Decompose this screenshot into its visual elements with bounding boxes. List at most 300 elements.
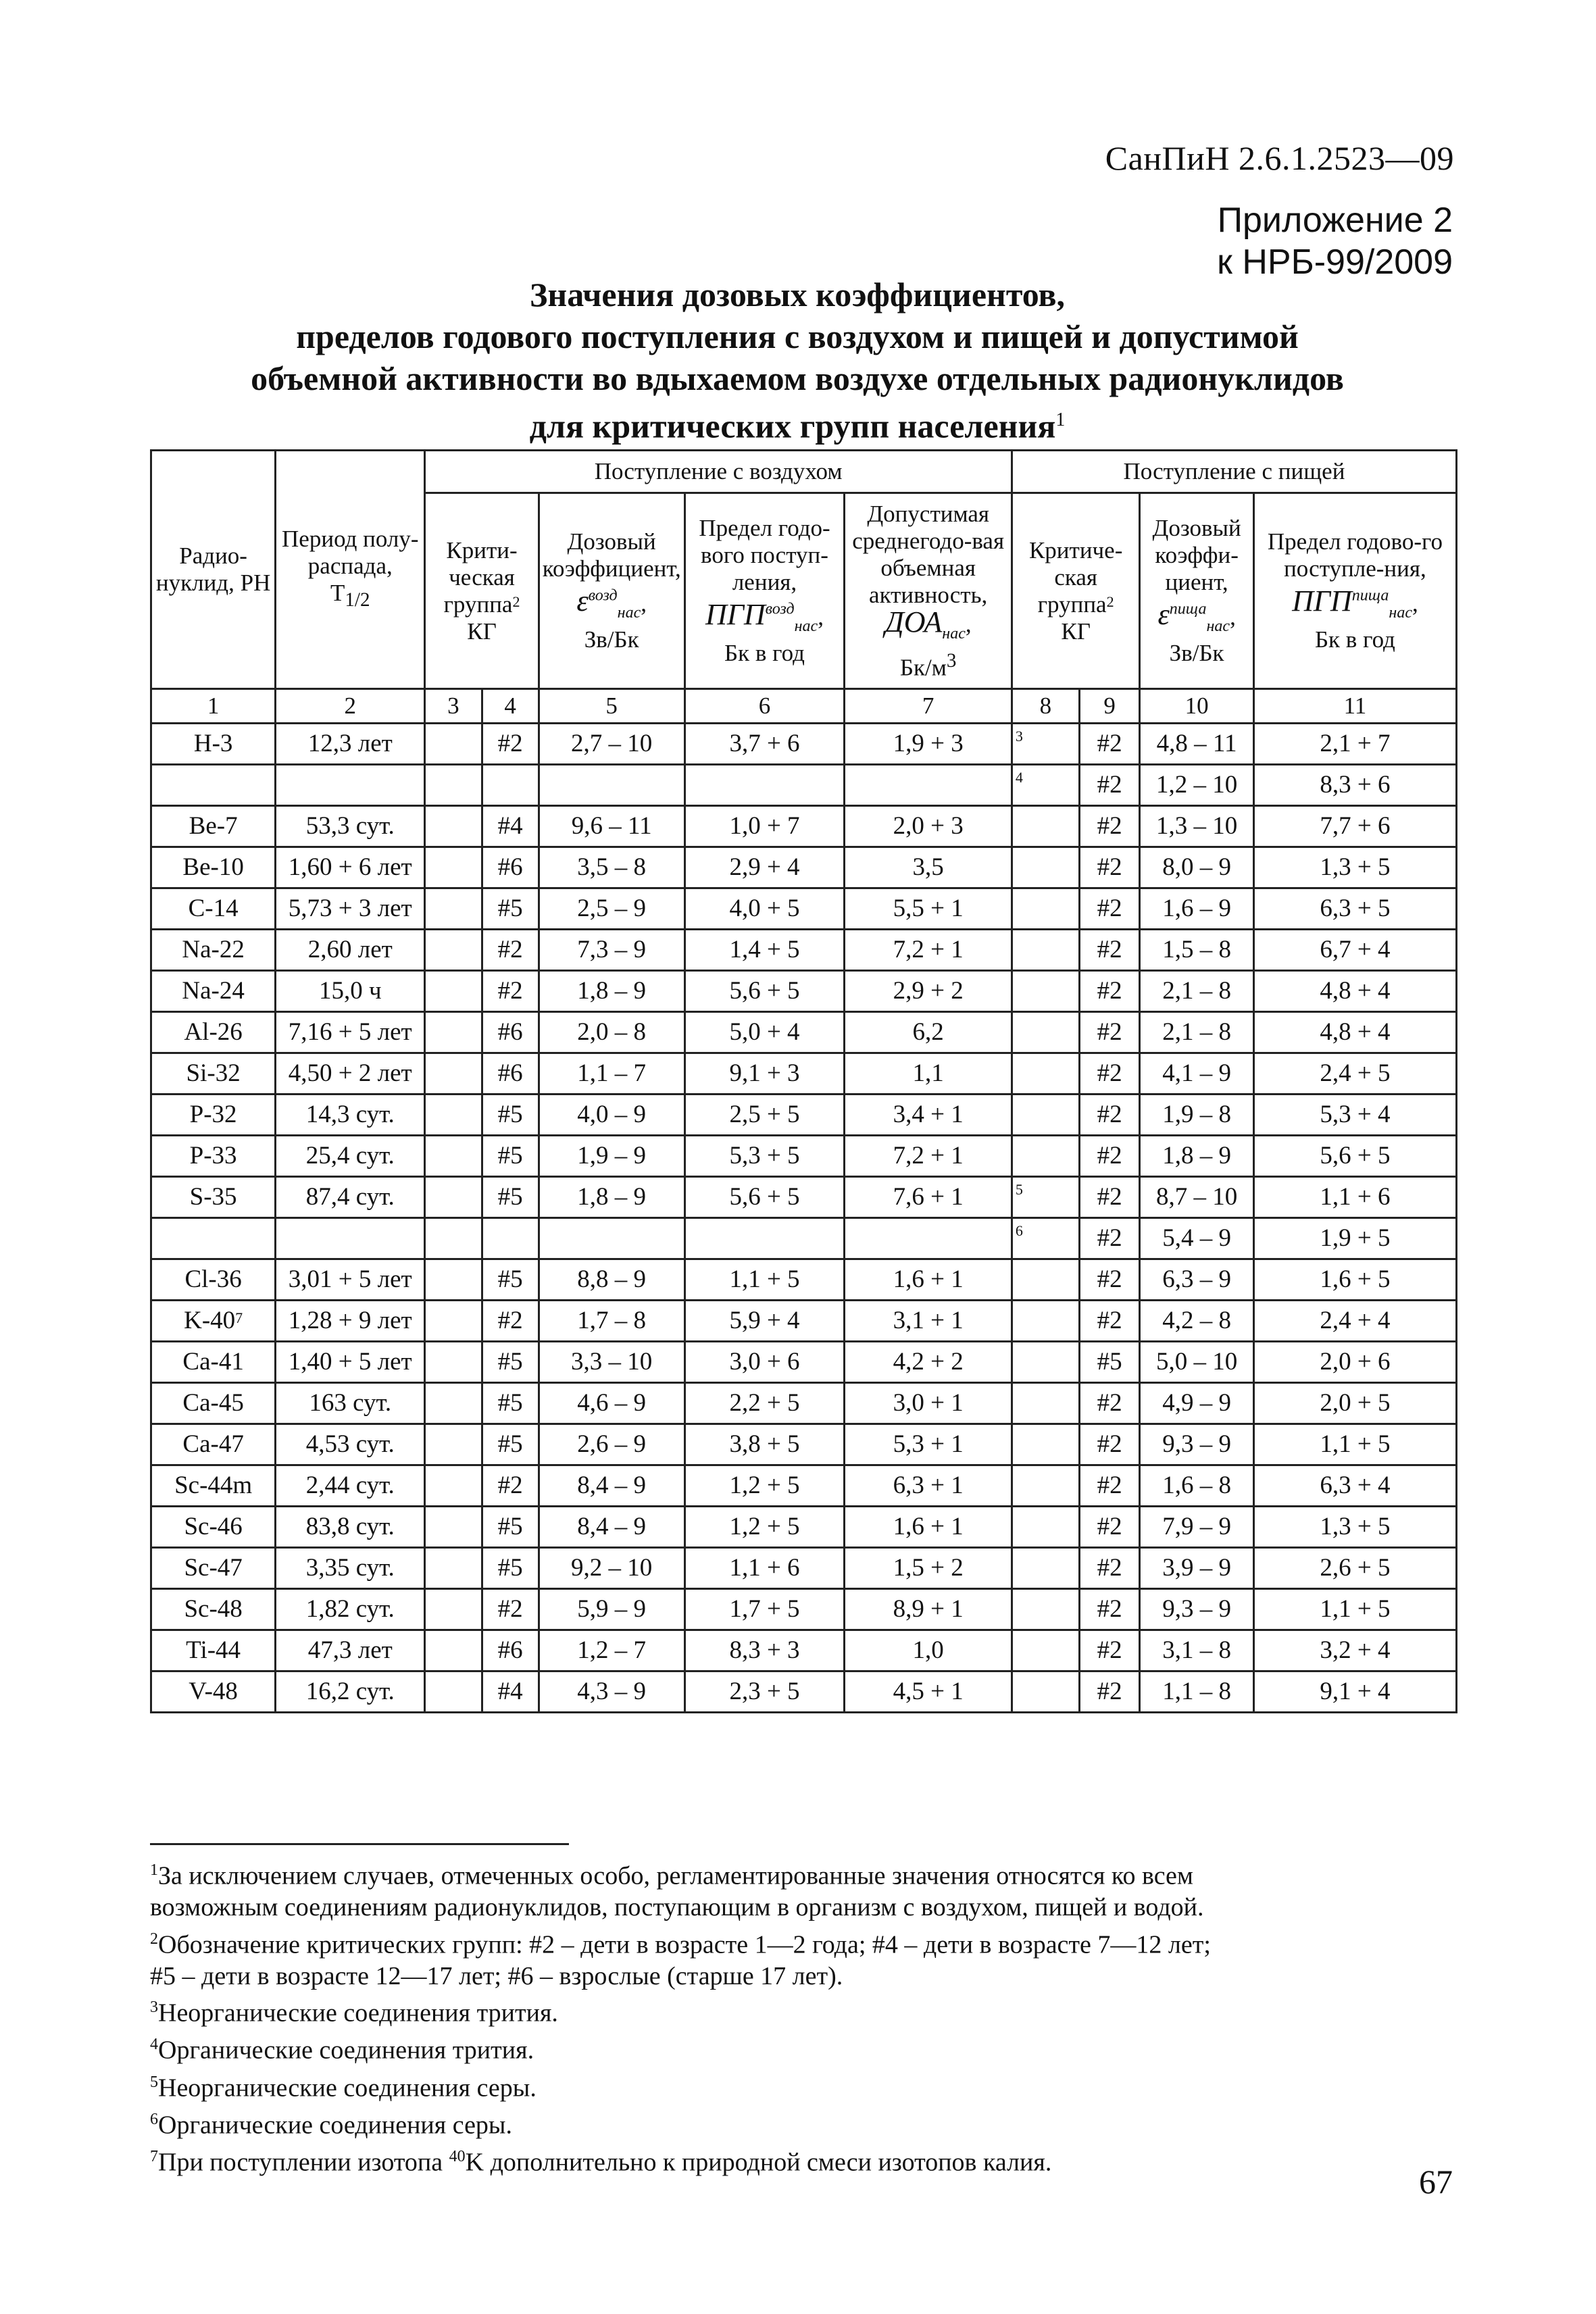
table-cell: Sc-46 xyxy=(151,1507,276,1548)
table-row xyxy=(151,1424,1457,1465)
table-cell: 1,4 + 5 xyxy=(684,930,845,971)
footnote-line xyxy=(150,2104,1434,2141)
table-cell: 1,8 – 9 xyxy=(539,971,684,1012)
table-cell: #5 xyxy=(482,1383,539,1424)
table-cell: 1,9 – 9 xyxy=(539,1136,684,1177)
table-cell: 8,9 + 1 xyxy=(845,1589,1012,1630)
header-half-life-text: Период полу-распада, xyxy=(282,526,419,579)
column-number-row xyxy=(151,689,1457,724)
table-cell: 3,8 + 5 xyxy=(684,1424,845,1465)
table-cell: 4,8 + 4 xyxy=(1253,1012,1456,1053)
footnote-text: Органические соединения трития. xyxy=(158,2036,534,2065)
column-number: 1 xyxy=(151,689,276,724)
table-cell: #2 xyxy=(1079,1671,1139,1713)
table-cell: 47,3 лет xyxy=(276,1630,425,1671)
table-cell: 9,3 – 9 xyxy=(1140,1589,1253,1630)
document-code: СанПиН 2.6.1.2523—09 xyxy=(1105,139,1454,177)
column-number: 3 xyxy=(425,689,482,724)
table-cell: #2 xyxy=(1079,1465,1139,1507)
table-cell: 8,3 + 6 xyxy=(1253,765,1456,806)
table-cell: #2 xyxy=(1079,1177,1139,1218)
header-dose-food-sup: пища xyxy=(1169,600,1207,618)
table-cell xyxy=(425,1630,482,1671)
table-cell: #2 xyxy=(1079,806,1139,847)
header-dose-food-sub: нас xyxy=(1206,618,1230,636)
table-cell: #6 xyxy=(482,847,539,888)
table-cell: 3,1 + 1 xyxy=(845,1301,1012,1342)
table-cell: 7,16 + 5 лет xyxy=(276,1012,425,1053)
table-cell: 1,6 + 1 xyxy=(845,1259,1012,1301)
table-cell: 5,6 + 5 xyxy=(684,1177,845,1218)
table-cell: 1,5 – 8 xyxy=(1140,930,1253,971)
table-cell xyxy=(425,1012,482,1053)
table-cell: 4,50 + 2 лет xyxy=(276,1053,425,1095)
table-cell xyxy=(425,1465,482,1507)
footnote-number: 5 xyxy=(150,2073,158,2091)
column-number: 11 xyxy=(1253,689,1456,724)
table-cell: 9,6 – 11 xyxy=(539,806,684,847)
table-cell: 3,0 + 1 xyxy=(845,1383,1012,1424)
table-cell: #2 xyxy=(1079,847,1139,888)
header-limit-food-text: Предел годово-го поступле-ния, xyxy=(1267,528,1443,582)
footnote-text: Неорганические соединения серы. xyxy=(158,2073,537,2103)
table-cell: 5,3 + 1 xyxy=(845,1424,1012,1465)
header-intake-limit-food: Предел годово-го поступле-ния, $ПГП^{пища}_{нас}$, Бк в год xyxy=(1253,493,1456,689)
table-cell xyxy=(425,1424,482,1465)
header-limit-air-sup: возд xyxy=(765,600,795,618)
footnote-text: Неорганические соединения трития. xyxy=(158,1998,558,2028)
table-cell xyxy=(845,1218,1012,1259)
table-cell xyxy=(425,806,482,847)
title-line-3: объемной активности во вдыхаемом воздухе отдельных радионуклидов xyxy=(251,359,1344,397)
cell-footnote-ref: 5 xyxy=(1015,1181,1023,1198)
header-limit-air-pgp: ПГП xyxy=(705,598,766,632)
table-cell: 1,1 + 5 xyxy=(684,1259,845,1301)
header-doa-symbol xyxy=(884,605,966,643)
table-cell: #2 xyxy=(1079,1630,1139,1671)
table-cell: 7,2 + 1 xyxy=(845,1136,1012,1177)
footnote-number: 1 xyxy=(150,1861,158,1879)
table-cell: 15,0 ч xyxy=(276,971,425,1012)
header-group-row xyxy=(151,451,1457,493)
table-row xyxy=(151,1218,1457,1259)
table-cell: #2 xyxy=(482,930,539,971)
table-cell: #2 xyxy=(1079,1095,1139,1136)
table-cell xyxy=(1012,1465,1079,1507)
table-cell: Sc-44m xyxy=(151,1465,276,1507)
table-cell: 1,1 + 6 xyxy=(684,1548,845,1589)
table-cell: 1,7 + 5 xyxy=(684,1589,845,1630)
footnote-text: K дополнительно к природной смеси изотопов калия. xyxy=(465,2148,1052,2177)
table-cell: 5,0 – 10 xyxy=(1140,1342,1253,1383)
table-row xyxy=(151,806,1457,847)
table-cell: 3,4 + 1 xyxy=(845,1095,1012,1136)
header-permissible-activity: Допустимая среднегодо-вая объемная активность, $ДОА_{нас}$, $Бк/м^3$ xyxy=(845,493,1012,689)
table-cell: 1,8 – 9 xyxy=(539,1177,684,1218)
appendix-label xyxy=(1217,199,1453,283)
table-cell: 3,1 – 8 xyxy=(1140,1630,1253,1671)
footnote-line xyxy=(150,1961,1434,1992)
table-cell: #2 xyxy=(482,971,539,1012)
table-cell: 6,3 – 9 xyxy=(1140,1259,1253,1301)
table-row xyxy=(151,1177,1457,1218)
table-cell: #5 xyxy=(482,1095,539,1136)
table-cell: 163 сут. xyxy=(276,1383,425,1424)
table-cell: 3,9 – 9 xyxy=(1140,1548,1253,1589)
table-cell xyxy=(539,1218,684,1259)
table-cell: #2 xyxy=(1079,971,1139,1012)
table-cell: #6 xyxy=(482,1053,539,1095)
table-cell xyxy=(1012,1301,1079,1342)
table-cell: 5,5 + 1 xyxy=(845,888,1012,930)
dose-coefficients-table xyxy=(150,449,1457,1713)
header-limit-food-sub: нас xyxy=(1389,604,1412,622)
table-cell: 2,9 + 4 xyxy=(684,847,845,888)
header-critical-group-air xyxy=(425,493,539,689)
header-dose-air-symbol xyxy=(576,584,641,622)
table-cell: 1,9 + 3 xyxy=(845,724,1012,765)
table-cell: 5,4 – 9 xyxy=(1140,1218,1253,1259)
header-half-life-symbol: T xyxy=(330,580,345,606)
table-row xyxy=(151,1342,1457,1383)
column-number: 9 xyxy=(1079,689,1139,724)
table-cell xyxy=(425,971,482,1012)
table-cell: 1,82 сут. xyxy=(276,1589,425,1630)
table-cell: H-3 xyxy=(151,724,276,765)
table-cell xyxy=(151,765,276,806)
footnote-separator xyxy=(150,1843,569,1845)
table-cell xyxy=(1012,806,1079,847)
table-cell xyxy=(425,1671,482,1713)
table-cell: #2 xyxy=(1079,1053,1139,1095)
table-cell: 8,4 – 9 xyxy=(539,1507,684,1548)
table-cell: #5 xyxy=(482,1507,539,1548)
table-cell: #2 xyxy=(1079,765,1139,806)
header-limit-air-text: Предел годо-вого поступ-ления, xyxy=(699,514,830,595)
table-row xyxy=(151,1012,1457,1053)
table-cell: 2,0 – 8 xyxy=(539,1012,684,1053)
column-number: 2 xyxy=(276,689,425,724)
table-cell: 1,6 – 8 xyxy=(1140,1465,1253,1507)
table-cell: 4,2 + 2 xyxy=(845,1342,1012,1383)
table-cell: 7,3 – 9 xyxy=(539,930,684,971)
table-title xyxy=(223,274,1372,447)
table-cell: 4,3 – 9 xyxy=(539,1671,684,1713)
table-cell: Ti-44 xyxy=(151,1630,276,1671)
title-line-1: Значения дозовых коэффициентов, xyxy=(530,276,1065,313)
table-cell xyxy=(1012,1507,1079,1548)
table-cell: #2 xyxy=(1079,1424,1139,1465)
table-cell: #4 xyxy=(482,806,539,847)
table-cell: 3,0 + 6 xyxy=(684,1342,845,1383)
header-critical-group-air-abbr: КГ xyxy=(467,618,497,645)
header-dose-air-sub: нас xyxy=(617,604,641,622)
table-row xyxy=(151,1507,1457,1548)
table-cell: 4,2 – 8 xyxy=(1140,1301,1253,1342)
table-cell: 53,3 сут. xyxy=(276,806,425,847)
table-cell xyxy=(276,765,425,806)
header-food-intake: Поступление с пищей xyxy=(1012,451,1456,493)
table-cell xyxy=(684,1218,845,1259)
table-cell: #5 xyxy=(482,1342,539,1383)
header-critical-group-food xyxy=(1012,493,1140,689)
table-row xyxy=(151,930,1457,971)
header-intake-limit-air: Предел годо-вого поступ-ления, $ПГП^{возд}_{нас}$, Бк в год xyxy=(684,493,845,689)
table-cell: 2,0 + 3 xyxy=(845,806,1012,847)
cell-footnote-ref: 4 xyxy=(1015,769,1023,786)
table-cell: #2 xyxy=(1079,1589,1139,1630)
column-number: 7 xyxy=(845,689,1012,724)
table-cell xyxy=(151,1301,276,1342)
table-cell xyxy=(425,1218,482,1259)
header-limit-food-unit: Бк в год xyxy=(1314,626,1395,653)
footnote-line xyxy=(150,1923,1434,1961)
header-limit-food-sup: пища xyxy=(1351,586,1389,605)
header-dose-air-epsilon: ε xyxy=(576,584,589,618)
header-dose-air-sup: возд xyxy=(588,586,618,605)
table-cell: 4,8 – 11 xyxy=(1140,724,1253,765)
table-cell: 5,73 + 3 лет xyxy=(276,888,425,930)
header-limit-air-sub: нас xyxy=(794,618,818,636)
table-cell: 1,8 – 9 xyxy=(1140,1136,1253,1177)
table-row xyxy=(151,1053,1457,1095)
table-cell: #2 xyxy=(1079,1259,1139,1301)
header-dose-food-epsilon: ε xyxy=(1157,598,1170,632)
table-cell: 6,3 + 4 xyxy=(1253,1465,1456,1507)
table-cell xyxy=(684,765,845,806)
table-row xyxy=(151,1383,1457,1424)
table-cell xyxy=(482,765,539,806)
table-cell: 8,7 – 10 xyxy=(1140,1177,1253,1218)
table-cell: 6,7 + 4 xyxy=(1253,930,1456,971)
table-cell: Ca-47 xyxy=(151,1424,276,1465)
table-cell: 5,3 + 4 xyxy=(1253,1095,1456,1136)
table-cell: #2 xyxy=(482,1465,539,1507)
header-dose-air-unit: Зв/Бк xyxy=(584,626,639,653)
table-cell: #2 xyxy=(1079,1548,1139,1589)
table-cell xyxy=(1012,724,1079,765)
header-dose-coefficient-food: Дозовый коэффи-циент, $\varepsilon^{пища}_{нас}$, Зв/Бк xyxy=(1140,493,1253,689)
table-cell xyxy=(1012,1095,1079,1136)
table-cell xyxy=(425,765,482,806)
table-cell: 2,7 – 10 xyxy=(539,724,684,765)
table-cell xyxy=(425,1177,482,1218)
table-cell xyxy=(1012,971,1079,1012)
table-cell: 9,2 – 10 xyxy=(539,1548,684,1589)
cell-footnote-ref: 3 xyxy=(1015,728,1023,745)
table-row xyxy=(151,1136,1457,1177)
table-cell: 87,4 сут. xyxy=(276,1177,425,1218)
table-cell: 3,01 + 5 лет xyxy=(276,1259,425,1301)
footnote-line xyxy=(150,1855,1434,1892)
table-cell: 7,9 – 9 xyxy=(1140,1507,1253,1548)
table-cell: #5 xyxy=(482,888,539,930)
table-cell: 3,3 – 10 xyxy=(539,1342,684,1383)
table-cell: 4,0 – 9 xyxy=(539,1095,684,1136)
table-cell xyxy=(425,1342,482,1383)
table-cell: 2,5 – 9 xyxy=(539,888,684,930)
table-cell: 2,44 сут. xyxy=(276,1465,425,1507)
footnote-text: возможным соединениям радионуклидов, поступающим в организм с воздухом, пищей и водой. xyxy=(150,1893,1204,1922)
table-cell: 1,1 + 5 xyxy=(1253,1589,1456,1630)
footnote-number: 6 xyxy=(150,2110,158,2128)
footnote-line xyxy=(150,2067,1434,2104)
table-cell xyxy=(1012,1218,1079,1259)
page-number: 67 xyxy=(1419,2163,1453,2200)
table-cell: C-14 xyxy=(151,888,276,930)
header-dose-air-text: Дозовый коэффициент, xyxy=(542,528,681,582)
table-cell: 2,6 – 9 xyxy=(539,1424,684,1465)
table-cell: 2,9 + 2 xyxy=(845,971,1012,1012)
column-number: 5 xyxy=(539,689,684,724)
table-cell: 1,6 – 9 xyxy=(1140,888,1253,930)
table-row xyxy=(151,888,1457,930)
table-cell: 1,1 – 8 xyxy=(1140,1671,1253,1713)
table-cell: #2 xyxy=(482,1301,539,1342)
table-cell xyxy=(425,1301,482,1342)
header-dose-food-unit: Зв/Бк xyxy=(1169,640,1224,667)
table-row xyxy=(151,1259,1457,1301)
table-cell xyxy=(1012,1053,1079,1095)
table-cell: 2,1 + 7 xyxy=(1253,724,1456,765)
table-cell: 2,6 + 5 xyxy=(1253,1548,1456,1589)
k40-footnote-ref: 7 xyxy=(235,1309,243,1326)
title-footnote-ref: 1 xyxy=(1055,409,1066,430)
header-critical-group-air-text: Крити-ческая группа xyxy=(443,536,518,618)
header-doa-unit-sup: 3 xyxy=(946,649,957,672)
table-cell: 2,1 – 8 xyxy=(1140,1012,1253,1053)
table-cell: 3,7 + 6 xyxy=(684,724,845,765)
table-cell: 9,3 – 9 xyxy=(1140,1424,1253,1465)
table-cell: 3,2 + 4 xyxy=(1253,1630,1456,1671)
table-cell: 4,5 + 1 xyxy=(845,1671,1012,1713)
table-cell: 8,0 – 9 xyxy=(1140,847,1253,888)
table-cell: 25,4 сут. xyxy=(276,1136,425,1177)
table-cell: #5 xyxy=(482,1424,539,1465)
table-cell: 1,9 + 5 xyxy=(1253,1218,1456,1259)
table-cell: 9,1 + 4 xyxy=(1253,1671,1456,1713)
table-cell: Al-26 xyxy=(151,1012,276,1053)
table-cell: 1,28 + 9 лет xyxy=(276,1301,425,1342)
table-cell: Si-32 xyxy=(151,1053,276,1095)
table-cell: 1,0 xyxy=(845,1630,1012,1671)
table-cell: 2,4 + 4 xyxy=(1253,1301,1456,1342)
table-cell: 1,3 + 5 xyxy=(1253,1507,1456,1548)
table-cell: 1,3 – 10 xyxy=(1140,806,1253,847)
table-cell xyxy=(425,930,482,971)
table-cell: S-35 xyxy=(151,1177,276,1218)
appendix-line-1: Приложение 2 xyxy=(1217,201,1453,240)
table-cell xyxy=(482,1218,539,1259)
table-cell: #6 xyxy=(482,1012,539,1053)
footnote-line xyxy=(150,1892,1434,1923)
table-cell: 8,4 – 9 xyxy=(539,1465,684,1507)
table-cell: 16,2 сут. xyxy=(276,1671,425,1713)
table-cell: 2,5 + 5 xyxy=(684,1095,845,1136)
table-cell: #5 xyxy=(482,1259,539,1301)
footnote-number: 7 xyxy=(150,2147,158,2165)
table-cell: Sc-47 xyxy=(151,1548,276,1589)
column-number: 8 xyxy=(1012,689,1079,724)
table-cell xyxy=(425,1548,482,1589)
table-cell xyxy=(1012,1383,1079,1424)
table-cell: 5,6 + 5 xyxy=(1253,1136,1456,1177)
title-line-4-text: для критических групп населения xyxy=(529,407,1056,445)
table-cell: 1,3 + 5 xyxy=(1253,847,1456,888)
header-dose-food-text: Дозовый коэффи-циент, xyxy=(1152,514,1241,595)
footnote-text: #5 – дети в возрасте 12—17 лет; #6 – взрослые (старше 17 лет). xyxy=(150,1961,843,1990)
table-cell: Cl-36 xyxy=(151,1259,276,1301)
table-cell xyxy=(1012,1548,1079,1589)
table-cell: #2 xyxy=(1079,724,1139,765)
table-row xyxy=(151,1095,1457,1136)
table-cell: 12,3 лет xyxy=(276,724,425,765)
table-cell xyxy=(425,1136,482,1177)
header-critical-group-food-note: 2 xyxy=(1106,593,1114,610)
table-cell: 7,6 + 1 xyxy=(845,1177,1012,1218)
table-body xyxy=(151,689,1457,1713)
table-cell: 5,9 – 9 xyxy=(539,1589,684,1630)
header-doa-text: Допустимая среднегодо-вая объемная активность, xyxy=(852,500,1005,608)
header-limit-food-pgp: ПГП xyxy=(1292,584,1352,618)
table-cell: #2 xyxy=(1079,1136,1139,1177)
table-cell: 8,3 + 3 xyxy=(684,1630,845,1671)
table-cell: #5 xyxy=(1079,1342,1139,1383)
table-cell: 6,3 + 5 xyxy=(1253,888,1456,930)
cell-nuclide: K-40 xyxy=(184,1307,236,1334)
table-cell: #2 xyxy=(1079,1301,1139,1342)
table-cell: 2,0 + 6 xyxy=(1253,1342,1456,1383)
header-doa-letters: ДОА xyxy=(884,605,943,638)
footnote-number: 3 xyxy=(150,1998,158,2017)
column-number: 6 xyxy=(684,689,845,724)
table-cell xyxy=(151,1218,276,1259)
header-doa-sub: нас xyxy=(942,624,966,643)
table-cell xyxy=(1012,1012,1079,1053)
table-cell: 5,3 + 5 xyxy=(684,1136,845,1177)
table-cell: 6,2 xyxy=(845,1012,1012,1053)
table-cell xyxy=(1012,1259,1079,1301)
table-cell: 7,7 + 6 xyxy=(1253,806,1456,847)
header-critical-group-food-abbr: КГ xyxy=(1061,618,1091,645)
table-cell xyxy=(425,1589,482,1630)
header-limit-air-symbol xyxy=(705,598,818,636)
table-row xyxy=(151,971,1457,1012)
table-cell: #5 xyxy=(482,1136,539,1177)
table-cell: 1,40 + 5 лет xyxy=(276,1342,425,1383)
table-cell xyxy=(425,847,482,888)
table-cell: Ca-41 xyxy=(151,1342,276,1383)
table-cell: 5,0 + 4 xyxy=(684,1012,845,1053)
isotope-mass-number: 40 xyxy=(449,2147,466,2165)
footnote-number: 2 xyxy=(150,1930,158,1948)
appendix-line-2: к НРБ-99/2009 xyxy=(1217,243,1453,282)
table-cell xyxy=(1012,1177,1079,1218)
footnote-text: При поступлении изотопа xyxy=(158,2148,449,2177)
table-cell: 4,9 – 9 xyxy=(1140,1383,1253,1424)
table-cell: 1,2 – 10 xyxy=(1140,765,1253,806)
header-limit-food-symbol xyxy=(1292,584,1412,622)
table-cell: 3,35 сут. xyxy=(276,1548,425,1589)
table-cell: Ca-45 xyxy=(151,1383,276,1424)
table-cell: #2 xyxy=(1079,1383,1139,1424)
table-cell: Be-10 xyxy=(151,847,276,888)
table-cell: 1,1 – 7 xyxy=(539,1053,684,1095)
table-cell: 2,60 лет xyxy=(276,930,425,971)
table-cell xyxy=(276,1218,425,1259)
table-cell: 2,0 + 5 xyxy=(1253,1383,1456,1424)
table-cell xyxy=(1012,1671,1079,1713)
